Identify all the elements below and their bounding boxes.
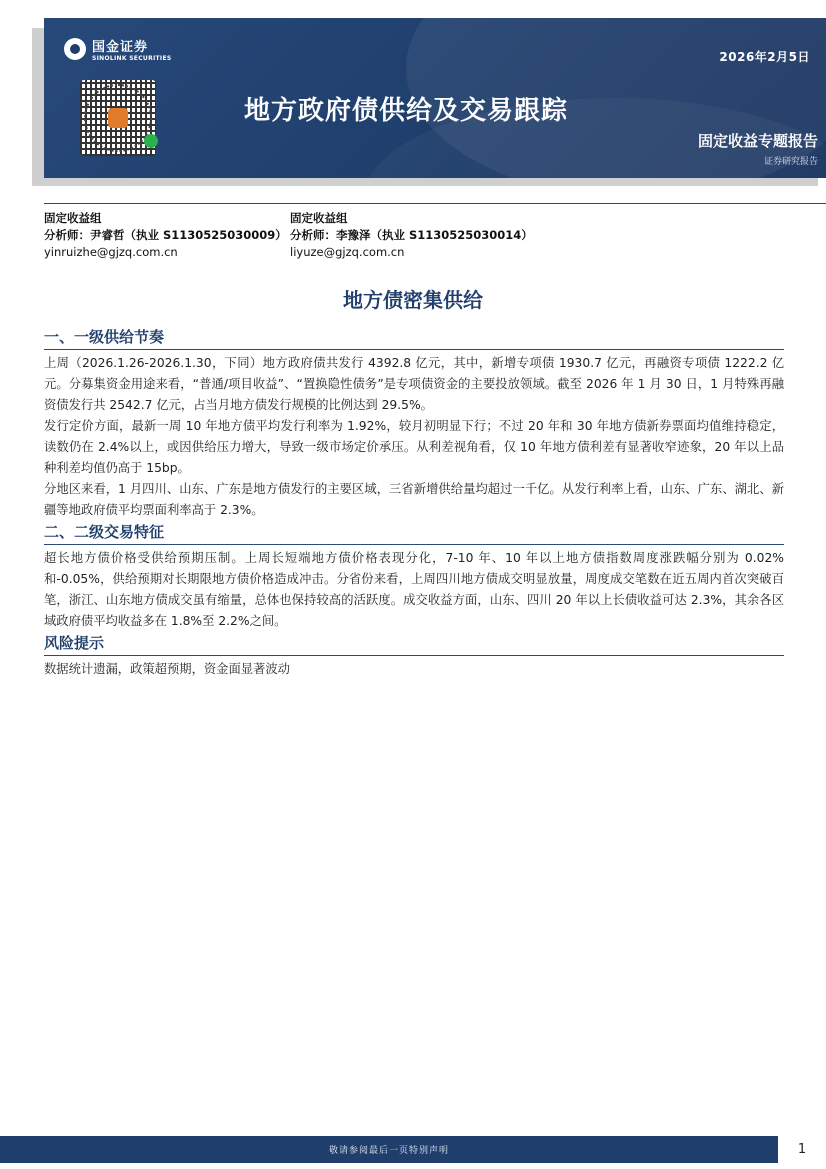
mini-program-icon bbox=[144, 134, 158, 148]
analyst-email[interactable]: liyuze@gjzq.com.cn bbox=[290, 245, 405, 259]
paragraph: 发行定价方面，最新一周 10 年地方债平均发行利率为 1.92%，较月初明显下行；不过 20 年和 30 年地方债新券票面均值维持稳定，读数仍在 2.4%以上，或因供给压力增大，导致一级市场定价承压。从利差视角看，仅 10 年地方债利差有显著收窄迹象，20 年以上品种利差均值仍高于 15bp。 bbox=[44, 419, 784, 475]
analyst-name: 分析师：李豫泽（执业 S1130525030014） bbox=[290, 228, 533, 242]
analyst-block bbox=[290, 210, 533, 261]
sinolink-logo-icon bbox=[64, 38, 86, 60]
logo-en: SINOLINK SECURITIES bbox=[92, 55, 172, 62]
main-title: 地方债密集供给 bbox=[343, 288, 483, 312]
analyst-email[interactable]: yinruizhe@gjzq.com.cn bbox=[44, 245, 178, 259]
qr-center-badge bbox=[108, 108, 128, 128]
report-date: 2026年2月5日 bbox=[719, 50, 810, 64]
report-type: 固定收益专题报告 bbox=[697, 132, 818, 150]
report-category: 证券研究报告 bbox=[763, 157, 818, 167]
logo-cn: 国金证券 bbox=[92, 40, 149, 55]
qr-code-icon bbox=[80, 80, 156, 156]
logo-text bbox=[92, 36, 171, 62]
footer-notice: 敬请参阅最后一页特别声明 bbox=[0, 1136, 778, 1163]
analyst-group: 固定收益组 bbox=[44, 211, 102, 225]
page-number: 1 bbox=[797, 1142, 807, 1157]
analyst-name: 分析师：尹睿哲（执业 S1130525030009） bbox=[44, 228, 287, 242]
section-heading: 风险提示 bbox=[44, 632, 784, 656]
header-divider bbox=[44, 203, 826, 204]
analyst-group: 固定收益组 bbox=[290, 211, 348, 225]
report-content bbox=[44, 326, 784, 680]
section-heading: 二、二级交易特征 bbox=[44, 521, 784, 545]
paragraph: 数据统计遗漏，政策超预期，资金面显著波动 bbox=[44, 662, 290, 676]
paragraph: 上周（2026.1.26-2026.1.30，下同）地方政府债共发行 4392.8 亿元，其中，新增专项债 1930.7 亿元，再融资专项债 1222.2 亿元。分募集资金用途来看，“普通/项目收益”、“置换隐性债务”是专项债资金的主要投放领域。截至 2026 年 1 月 30 日，1 月特殊再融资债发行共 2542.7 亿元，占当月地方债发行规模的比例达到 29.5%。 bbox=[44, 356, 784, 412]
report-banner bbox=[44, 18, 826, 178]
report-title: 地方政府债供给及交易跟踪 bbox=[244, 96, 569, 126]
paragraph: 超长地方债价格受供给预期压制。上周长短端地方债价格表现分化，7-10 年、10 年以上地方债指数周度涨跌幅分别为 0.02%和-0.05%，供给预期对长期限地方债价格造成冲击。分省份来看，上周四川地方债成交明显放量，周度成交笔数在近五周内首次突破百笔，浙江、山东地方债成交虽有缩量，总体也保持较高的活跃度。成交收益方面，山东、四川 20 年以上长债收益可达 2.3%，其余各区域政府债平均收益多在 1.8%至 2.2%之间。 bbox=[44, 551, 784, 628]
analyst-block bbox=[44, 210, 287, 261]
section-heading: 一、一级供给节奏 bbox=[44, 326, 784, 350]
paragraph: 分地区来看，1 月四川、山东、广东是地方债发行的主要区域，三省新增供给量均超过一千亿。从发行利率上看，山东、广东、湖北、新疆等地政府债平均票面利率高于 2.3%。 bbox=[44, 482, 784, 517]
company-logo bbox=[64, 36, 171, 62]
